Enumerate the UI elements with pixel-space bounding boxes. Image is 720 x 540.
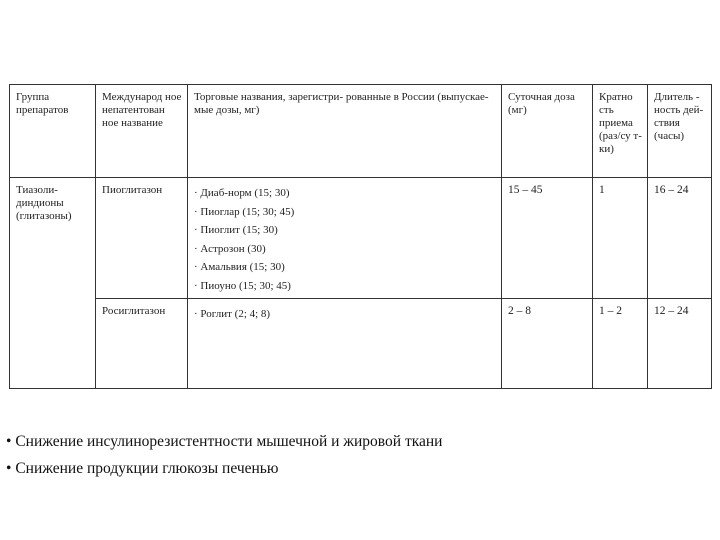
trade-names-cell xyxy=(188,178,502,299)
header-duration: Длитель - ность дей- ствия (часы) xyxy=(648,85,712,178)
header-daily-dose: Суточная доза (мг) xyxy=(502,85,593,178)
daily-dose-cell: 2 – 8 xyxy=(502,299,593,389)
group-cell: Тиазоли- диндионы (глитазоны) xyxy=(10,178,96,389)
daily-dose-cell: 15 – 45 xyxy=(502,178,593,299)
list-item: · Роглит (2; 4; 8) xyxy=(194,305,496,324)
header-frequency: Кратно сть приема (раз/су т- ки) xyxy=(593,85,648,178)
header-trade-names: Торговые названия, зарегистри- рованные в России (выпускае- мые дозы, мг) xyxy=(188,85,502,178)
effects-list xyxy=(6,428,442,482)
duration-cell: 12 – 24 xyxy=(648,299,712,389)
inn-cell: Пиоглитазон xyxy=(96,178,188,299)
list-item: · Диаб-норм (15; 30) xyxy=(194,184,496,203)
header-group: Группа препаратов xyxy=(10,85,96,178)
list-item: · Амальвия (15; 30) xyxy=(194,258,496,277)
list-item: · Пиоглар (15; 30; 45) xyxy=(194,203,496,222)
trade-names-list xyxy=(194,305,496,324)
trade-names-list xyxy=(194,184,496,295)
list-item: • Снижение инсулинорезистентности мышечной и жировой ткани xyxy=(6,428,442,455)
trade-names-cell xyxy=(188,299,502,389)
list-item: • Снижение продукции глюкозы печенью xyxy=(6,455,442,482)
table-header-row xyxy=(10,85,712,178)
frequency-cell: 1 xyxy=(593,178,648,299)
list-item: · Пиоглит (15; 30) xyxy=(194,221,496,240)
inn-cell: Росиглитазон xyxy=(96,299,188,389)
header-inn: Международ ное непатентован ное название xyxy=(96,85,188,178)
frequency-cell: 1 – 2 xyxy=(593,299,648,389)
table-row xyxy=(10,299,712,389)
list-item: · Пиоуно (15; 30; 45) xyxy=(194,277,496,296)
list-item: · Астрозон (30) xyxy=(194,240,496,259)
duration-cell: 16 – 24 xyxy=(648,178,712,299)
table-row xyxy=(10,178,712,299)
drug-table xyxy=(9,84,712,389)
